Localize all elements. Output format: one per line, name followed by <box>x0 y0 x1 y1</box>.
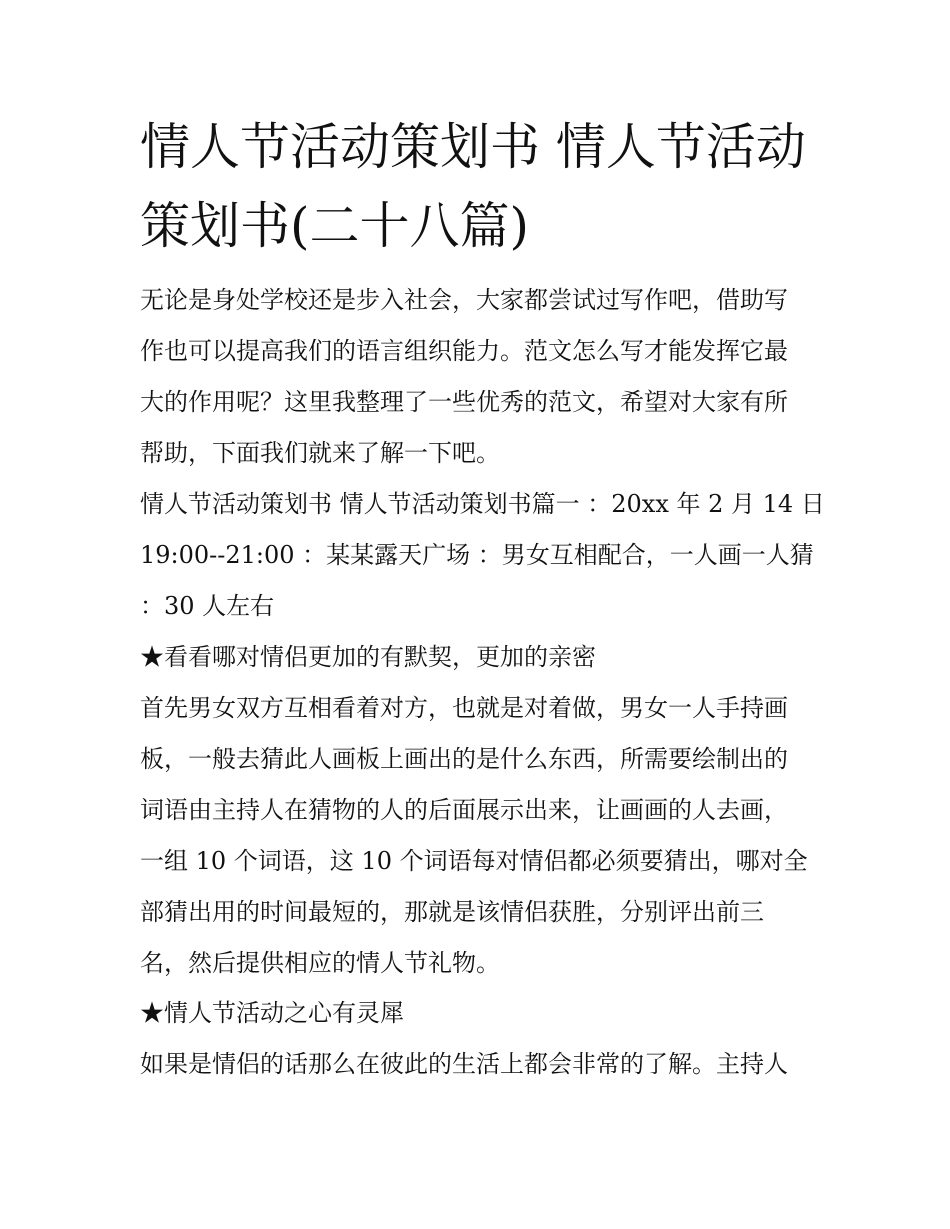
intro-line-3: 大的作用呢？这里我整理了一些优秀的范文，希望对大家有所 <box>140 388 788 416</box>
para2-line-1: 如果是情侣的话那么在彼此的生活上都会非常的了解。主持人 <box>140 1050 788 1078</box>
para1-line-4: 一组 10 个词语，这 10 个词语每对情侣都必须要猜出，哪对全 <box>140 847 808 875</box>
section-heading-2: ★情人节活动之心有灵犀 <box>140 999 404 1027</box>
para1-line-2: 板，一般去猜此人画板上画出的是什么东西，所需要绘制出的 <box>140 745 788 773</box>
document-title-line-2: 策划书(二十八篇) <box>140 197 530 255</box>
document-title-line-1: 情人节活动策划书 情人节活动 <box>140 118 806 176</box>
intro-line-1: 无论是身处学校还是步入社会，大家都尝试过写作吧，借助写 <box>140 286 788 314</box>
section1-line-2: 19:00--21:00 ：某某露天广场 ：男女互相配合，一人画一人猜 <box>140 541 814 569</box>
intro-line-4: 帮助，下面我们就来了解一下吧。 <box>140 439 500 467</box>
para1-line-5: 部猜出用的时间最短的，那就是该情侣获胜，分别评出前三 <box>140 898 764 926</box>
intro-line-2: 作也可以提高我们的语言组织能力。范文怎么写才能发挥它最 <box>140 337 788 365</box>
para1-line-1: 首先男女双方互相看着对方，也就是对着做，男女一人手持画 <box>140 694 788 722</box>
section1-line-1: 情人节活动策划书 情人节活动策划书篇一 ：20xx 年 2 月 14 日 <box>140 490 825 518</box>
section-heading-1: ★看看哪对情侣更加的有默契，更加的亲密 <box>140 643 596 671</box>
para1-line-3: 词语由主持人在猜物的人的后面展示出来，让画画的人去画， <box>140 796 788 824</box>
section1-line-3: ：30 人左右 <box>140 592 275 620</box>
para1-line-6: 名，然后提供相应的情人节礼物。 <box>140 949 500 977</box>
